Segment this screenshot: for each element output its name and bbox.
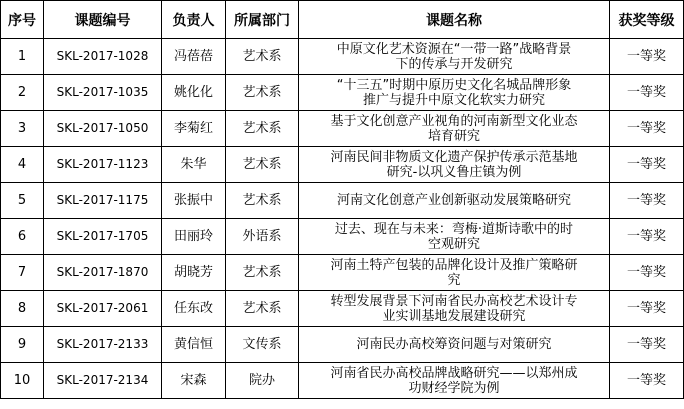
cell-seq: 5: [1, 183, 44, 219]
cell-name-line1: 河南省民办高校品牌战略研究——以郑州成: [330, 365, 578, 381]
table-row: [1, 363, 684, 399]
cell-name-line1: 基于文化创意产业视角的河南新型文化业态: [330, 113, 578, 129]
table-row: [1, 39, 684, 75]
cell-name-line2: 下的传承与开发研究: [395, 56, 513, 72]
cell-person: 李菊红: [162, 111, 226, 147]
cell-dept: 艺术系: [226, 75, 299, 111]
header-level: 获奖等级: [610, 1, 684, 39]
cell-name-line2: 空观研究: [427, 236, 480, 252]
table-row: [1, 111, 684, 147]
cell-name-line1: 河南民间非物质文化遗产保护传承示范基地: [330, 149, 578, 165]
table-row: [1, 75, 684, 111]
cell-code: SKL-2017-1123: [44, 147, 162, 183]
cell-name-line2: 研究-以巩义鲁庄镇为例: [386, 164, 522, 180]
cell-name: [299, 363, 610, 399]
cell-code: SKL-2017-2134: [44, 363, 162, 399]
table-body: [1, 39, 684, 399]
cell-person: 姚化化: [162, 75, 226, 111]
cell-code: SKL-2017-1050: [44, 111, 162, 147]
cell-person: 任东改: [162, 291, 226, 327]
cell-name-line2: 推广与提升中原文化软实力研究: [362, 92, 545, 108]
table-row: [1, 183, 684, 219]
cell-seq: 4: [1, 147, 44, 183]
cell-code: SKL-2017-1035: [44, 75, 162, 111]
cell-dept: 艺术系: [226, 183, 299, 219]
header-seq: 序号: [1, 1, 44, 39]
header-row: [1, 1, 684, 39]
cell-person: 黄信恒: [162, 327, 226, 363]
cell-code: SKL-2017-1028: [44, 39, 162, 75]
cell-dept: 院办: [226, 363, 299, 399]
cell-person: 胡晓芳: [162, 255, 226, 291]
cell-name-line1: 河南土特产包装的品牌化设计及推广策略研: [330, 257, 578, 273]
cell-level: 一等奖: [610, 111, 684, 147]
cell-person: 宋森: [162, 363, 226, 399]
cell-seq: 6: [1, 219, 44, 255]
cell-code: SKL-2017-1175: [44, 183, 162, 219]
cell-name-line1: 过去、现在与未来：弯梅·道斯诗歌中的时: [334, 221, 574, 237]
cell-name: [299, 327, 610, 363]
cell-name-line1: “十三五”时期中原历史文化名城品牌形象: [336, 77, 572, 93]
cell-level: 一等奖: [610, 291, 684, 327]
cell-name-line2: 究: [447, 272, 461, 288]
cell-name: [299, 291, 610, 327]
cell-level: 一等奖: [610, 183, 684, 219]
cell-name: [299, 147, 610, 183]
cell-code: SKL-2017-1870: [44, 255, 162, 291]
cell-level: 一等奖: [610, 255, 684, 291]
cell-seq: 9: [1, 327, 44, 363]
cell-person: 田丽玲: [162, 219, 226, 255]
cell-code: SKL-2017-1705: [44, 219, 162, 255]
cell-level: 一等奖: [610, 75, 684, 111]
table-row: [1, 147, 684, 183]
cell-dept: 艺术系: [226, 255, 299, 291]
cell-person: 张振中: [162, 183, 226, 219]
cell-name: [299, 75, 610, 111]
cell-person: 冯蓓蓓: [162, 39, 226, 75]
cell-code: SKL-2017-2133: [44, 327, 162, 363]
cell-dept: 艺术系: [226, 39, 299, 75]
cell-code: SKL-2017-2061: [44, 291, 162, 327]
cell-level: 一等奖: [610, 219, 684, 255]
cell-level: 一等奖: [610, 39, 684, 75]
cell-name-line1: 河南文化创意产业创新驱动发展策略研究: [336, 193, 571, 208]
table-row: [1, 219, 684, 255]
cell-dept: 文传系: [226, 327, 299, 363]
header-person: 负责人: [162, 1, 226, 39]
cell-name-line2: 功财经学院为例: [408, 380, 500, 396]
cell-seq: 10: [1, 363, 44, 399]
cell-level: 一等奖: [610, 147, 684, 183]
table-header: [1, 1, 684, 39]
cell-seq: 1: [1, 39, 44, 75]
cell-dept: 外语系: [226, 219, 299, 255]
cell-level: 一等奖: [610, 363, 684, 399]
cell-name-line2: 业实训基地发展建设研究: [382, 308, 526, 324]
header-code: 课题编号: [44, 1, 162, 39]
table-row: [1, 255, 684, 291]
cell-dept: 艺术系: [226, 111, 299, 147]
cell-name-line2: 培育研究: [427, 128, 480, 144]
cell-seq: 3: [1, 111, 44, 147]
cell-name: [299, 111, 610, 147]
cell-person: 朱华: [162, 147, 226, 183]
cell-name-line1: 河南民办高校筹资问题与对策研究: [356, 337, 552, 352]
cell-seq: 7: [1, 255, 44, 291]
cell-seq: 8: [1, 291, 44, 327]
cell-name: [299, 39, 610, 75]
cell-dept: 艺术系: [226, 291, 299, 327]
table-row: [1, 327, 684, 363]
cell-name-line1: 转型发展背景下河南省民办高校艺术设计专: [330, 293, 578, 309]
cell-seq: 2: [1, 75, 44, 111]
header-name: 课题名称: [299, 1, 610, 39]
cell-name-line1: 中原文化艺术资源在“一带一路”战略背景: [336, 41, 572, 57]
cell-name: [299, 183, 610, 219]
header-dept: 所属部门: [226, 1, 299, 39]
cell-level: 一等奖: [610, 327, 684, 363]
table-row: [1, 291, 684, 327]
cell-name: [299, 219, 610, 255]
cell-name: [299, 255, 610, 291]
cell-dept: 艺术系: [226, 147, 299, 183]
